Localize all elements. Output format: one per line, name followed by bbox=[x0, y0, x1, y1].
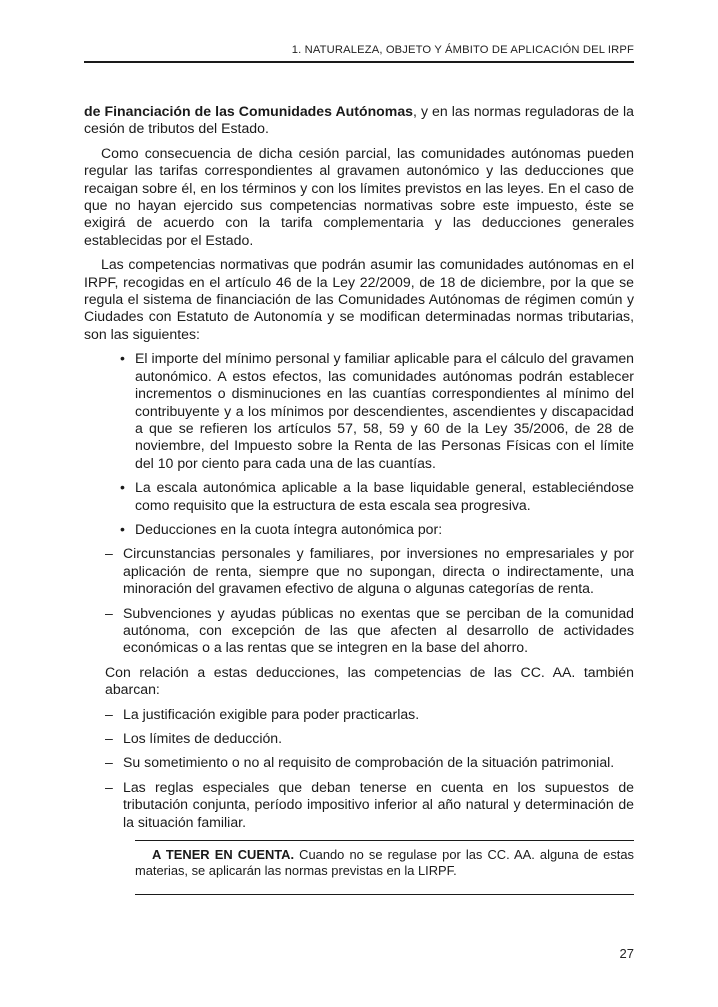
paragraph-3: Las competencias normativas que podrán asumir las comunidades autónomas en el IRPF, recogidas en el artículo 46 de la Ley 22/2009, de 18 de diciembre, por la que se regula el sistema de financiación de las Comunidades Autónomas de régimen común y Ciudades con Estatuto de Autonomía y se modifican determinadas normas tributarias, son las siguientes: bbox=[84, 256, 634, 342]
sublist-item bbox=[105, 605, 634, 657]
list-item bbox=[120, 479, 634, 514]
sublist-item bbox=[105, 779, 634, 831]
dash-marker: – bbox=[105, 730, 113, 746]
competencias-list bbox=[105, 350, 634, 831]
paragraph-1-bold: de Financiación de las Comunidades Autónomas bbox=[84, 103, 414, 119]
paragraph-1 bbox=[84, 103, 634, 138]
bullet-marker: • bbox=[120, 520, 125, 537]
note-text bbox=[135, 847, 634, 879]
body-text bbox=[84, 103, 634, 895]
list-item bbox=[120, 350, 634, 472]
list-item-text: Deducciones en la cuota íntegra autonómica por: bbox=[135, 520, 443, 537]
dash-marker: – bbox=[105, 604, 113, 621]
sublist-item-text: Las reglas especiales que deban tenerse en cuenta en los supuestos de tributación conjunta, período impositivo inferior al año natural y determinación de la situación familiar. bbox=[123, 778, 634, 830]
dash-marker: – bbox=[105, 754, 113, 771]
paragraph-2: Como consecuencia de dicha cesión parcial, las comunidades autónomas pueden regular las tarifas correspondientes al gravamen autonómico y las deducciones que recaigan sobre él, en los términos y con los límites previstos en las leyes. En el caso de que no hayan ejercido sus competencias normativas sobre este impuesto, éste se exigirá de acuerdo con la tarifa complementaria y las deducciones generales establecidas por el Estado. bbox=[84, 144, 634, 248]
bullet-marker: • bbox=[120, 350, 125, 367]
sublist-item bbox=[105, 545, 634, 597]
sublist-item-text: Su sometimiento o no al requisito de comprobación de la situación patrimonial. bbox=[123, 754, 615, 771]
sublist-item-text: Subvenciones y ayudas públicas no exentas que se perciban de la comunidad autónoma, con excepción de las que afecten al desarrollo de actividades económicas o a las rentas que se integren en la base del ahorro. bbox=[123, 604, 634, 656]
sublist-item-text: Circunstancias personales y familiares, por inversiones no empresariales y por aplicación de renta, siempre que no supongan, directa o indirectamente, una minoración del gravamen efectivo de alguna o algunas categorías de renta. bbox=[123, 545, 634, 597]
paragraph-1-rest: , y en las normas reguladoras de la cesión de tributos del Estado. bbox=[84, 103, 635, 137]
list-paragraph: Con relación a estas deducciones, las competencias de las CC. AA. también abarcan: bbox=[105, 663, 634, 698]
page-number: 27 bbox=[619, 946, 634, 961]
list-item-text: El importe del mínimo personal y familiar aplicable para el cálculo del gravamen autonómico. A estos efectos, las comunidades autónomas podrán establecer incrementos o disminuciones en las cuantías correspondientes al mínimo del contribuyente y a los mínimos por descendientes, ascendientes y discapacidad a que se refieren los artículos 57, 58, 59 y 60 de la Ley 35/2006, de 28 de noviembre, del Impuesto sobre la Renta de las Personas Físicas con el límite del 10 por ciento para cada una de las cuantías. bbox=[135, 350, 634, 471]
dash-marker: – bbox=[105, 705, 113, 722]
sublist-item bbox=[105, 754, 634, 771]
running-head: 1. NATURALEZA, OBJETO Y ÁMBITO DE APLICACIÓN DEL IRPF bbox=[84, 44, 634, 63]
note-body-text: Cuando no se regulase por las CC. AA. alguna de estas materias, se aplicarán las normas previstas en la LIRPF. bbox=[135, 847, 634, 879]
list-item-text: La escala autonómica aplicable a la base liquidable general, estableciéndose como requisito que la estructura de esta escala sea progresiva. bbox=[135, 479, 634, 513]
note-box bbox=[135, 840, 634, 895]
sublist-item-text: La justificación exigible para poder practicarlas. bbox=[123, 705, 420, 722]
sublist-item bbox=[105, 706, 634, 723]
bullet-marker: • bbox=[120, 479, 125, 496]
list-item bbox=[120, 521, 634, 538]
dash-marker: – bbox=[105, 778, 113, 795]
deducciones-sublist bbox=[105, 545, 634, 831]
dash-marker: – bbox=[105, 545, 113, 562]
sublist-item-text: Los límites de deducción. bbox=[123, 730, 283, 746]
sublist-item bbox=[105, 730, 634, 747]
note-label: A TENER EN CUENTA. bbox=[152, 847, 295, 863]
